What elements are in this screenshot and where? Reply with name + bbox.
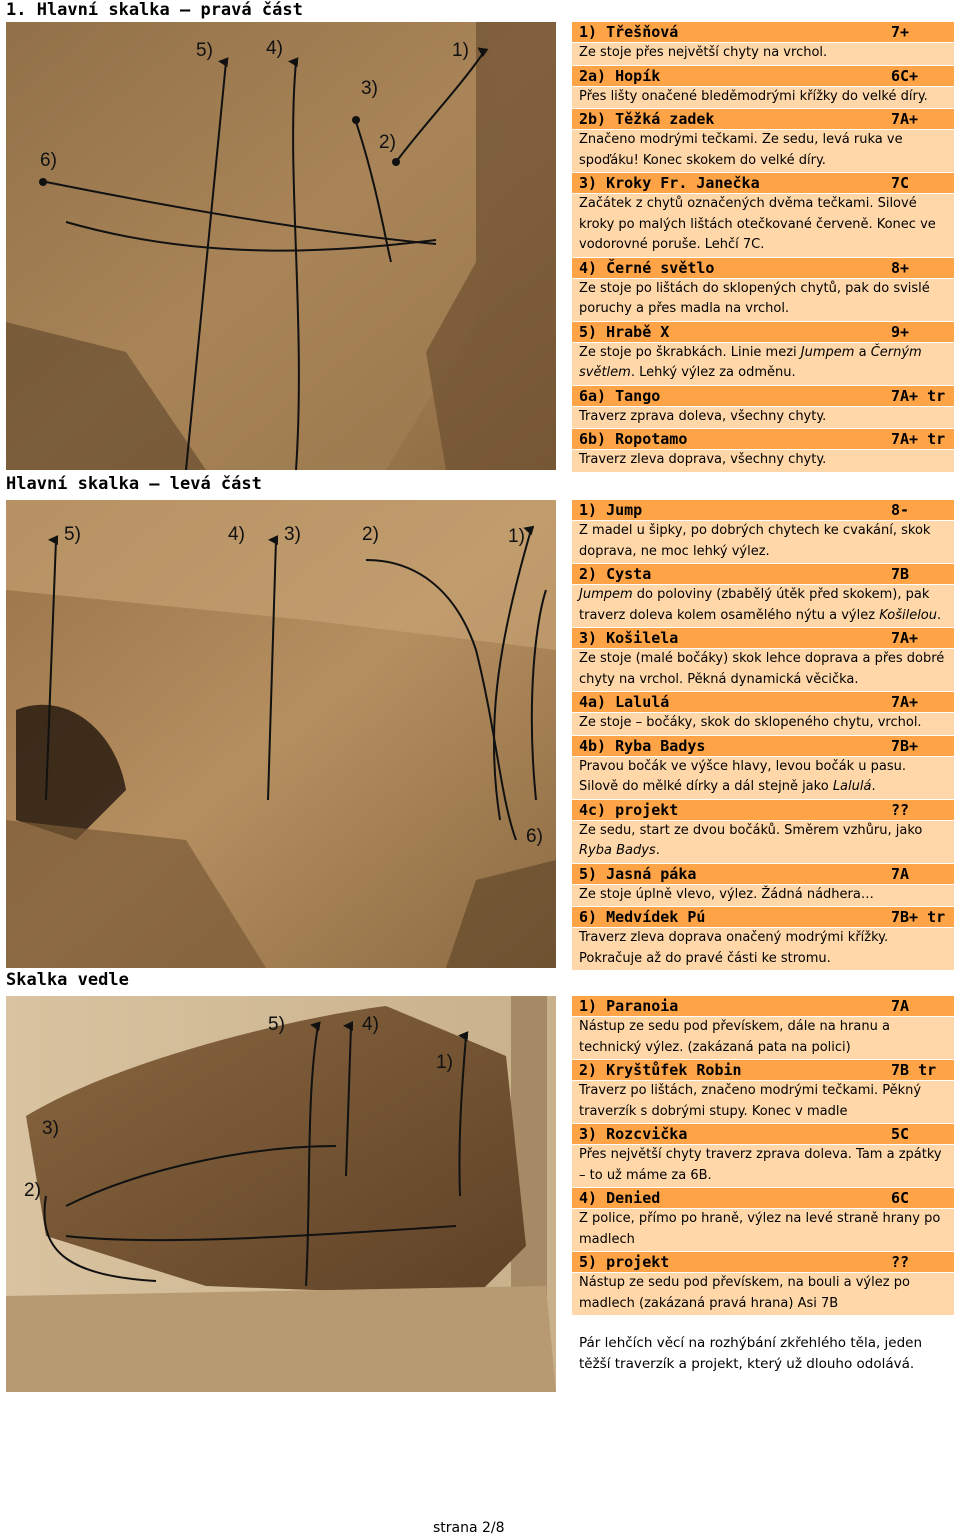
route-header: 2b) Těžká zadek 7A+ bbox=[572, 109, 954, 130]
route-header: 6a) Tango 7A+ tr bbox=[572, 386, 954, 407]
route-header: 4c) projekt ?? bbox=[572, 800, 954, 821]
section-title-side: Skalka vedle bbox=[6, 970, 129, 990]
route-description: Ze stoje (malé bočáky) skok lehce doprava a přes dobré chyty na vrchol. Pěkná dynamická věcička. bbox=[572, 649, 954, 692]
route-description: Začátek z chytů označených dvěma tečkami. Silové kroky po malých lištách otečkované červeně. Konec ve vodorovné poruše. Lehčí 7C. bbox=[572, 194, 954, 258]
route-header: 4a) Lalulá 7A+ bbox=[572, 692, 954, 713]
route-label-6: 6) bbox=[40, 150, 57, 171]
route-description: Pravou bočák ve výšce hlavy, levou bočák u pasu. Silově do mělké dírky a dál stejně jako Lalulá. bbox=[572, 757, 954, 800]
route-description: Jumpem do poloviny (zbabělý útěk před skokem), pak traverz doleva kolem osamělého nýtu a výlez Košilelou. bbox=[572, 585, 954, 628]
route-label-4: 4) bbox=[266, 38, 283, 59]
route-label-1: 1) bbox=[436, 1052, 453, 1073]
route-description: Ze stoje – bočáky, skok do sklopeného chytu, vrchol. bbox=[572, 713, 954, 736]
route-label-3: 3) bbox=[42, 1118, 59, 1139]
route-label-3: 3) bbox=[284, 524, 301, 545]
route-label-2: 2) bbox=[362, 524, 379, 545]
route-description: Z madel u šipky, po dobrých chytech ke cvakání, skok doprava, ne moc lehký výlez. bbox=[572, 521, 954, 564]
route-header: 6b) Ropotamo 7A+ tr bbox=[572, 429, 954, 450]
route-description: Značeno modrými tečkami. Ze sedu, levá ruka ve spoďáku! Konec skokem do velké díry. bbox=[572, 130, 954, 173]
section-title-right: 1. Hlavní skalka – pravá část bbox=[6, 0, 303, 20]
route-label-5: 5) bbox=[268, 1014, 285, 1035]
route-description: Přes lišty onačené bleděmodrými křížky do velké díry. bbox=[572, 87, 954, 110]
route-header: 5) Hrabě X 9+ bbox=[572, 322, 954, 343]
route-label-1: 1) bbox=[508, 526, 525, 547]
route-header: 2a) Hopík 6C+ bbox=[572, 66, 954, 87]
section-title-left: Hlavní skalka – levá část bbox=[6, 474, 262, 494]
route-label-1: 1) bbox=[452, 40, 469, 61]
route-description: Traverz zprava doleva, všechny chyty. bbox=[572, 407, 954, 430]
route-label-6: 6) bbox=[526, 826, 543, 847]
route-header: 5) Jasná páka 7A bbox=[572, 864, 954, 885]
route-description: Ze stoje úplně vlevo, výlez. Žádná nádhera… bbox=[572, 885, 954, 908]
route-header: 2) Cysta 7B bbox=[572, 564, 954, 585]
route-description: Traverz zleva doprava onačený modrými křížky. Pokračuje až do pravé části ke stromu. bbox=[572, 928, 954, 971]
route-description: Ze stoje po lištách do sklopených chytů, pak do svislé poruchy a přes madla na vrchol. bbox=[572, 279, 954, 322]
route-description: Ze sedu, start ze dvou bočáků. Směrem vzhůru, jako Ryba Badys. bbox=[572, 821, 954, 864]
route-header: 5) projekt ?? bbox=[572, 1252, 954, 1273]
route-header: 3) Rozcvička 5C bbox=[572, 1124, 954, 1145]
route-header: 1) Paranoia 7A bbox=[572, 996, 954, 1017]
boulder-photo-side bbox=[6, 996, 556, 1392]
route-description: Nástup ze sedu pod převískem, dále na hranu a technický výlez. (zakázaná pata na polici) bbox=[572, 1017, 954, 1060]
route-header: 4) Černé světlo 8+ bbox=[572, 258, 954, 279]
route-description: Z police, přímo po hraně, výlez na levé straně hrany po madlech bbox=[572, 1209, 954, 1252]
boulder-photo-right bbox=[6, 22, 556, 470]
route-description: Nástup ze sedu pod převískem, na bouli a výlez po madlech (zakázaná pravá hrana) Asi 7B bbox=[572, 1273, 954, 1316]
note-text: Pár lehčích věcí na rozhýbání zkřehlého těla, jeden těžší traverzík a projekt, který už dlouho odolává. bbox=[579, 1335, 923, 1372]
route-description: Ze stoje po škrabkách. Linie mezi Jumpem a Černým světlem. Lehký výlez za odměnu. bbox=[572, 343, 954, 386]
route-label-4: 4) bbox=[362, 1014, 379, 1035]
route-list-left bbox=[572, 500, 954, 971]
route-description: Ze stoje přes největší chyty na vrchol. bbox=[572, 43, 954, 66]
route-label-5: 5) bbox=[196, 40, 213, 61]
route-label-2: 2) bbox=[379, 132, 396, 153]
route-label-5: 5) bbox=[64, 524, 81, 545]
route-header: 4) Denied 6C bbox=[572, 1188, 954, 1209]
route-list-side bbox=[572, 996, 954, 1316]
route-description: Přes největší chyty traverz zprava doleva. Tam a zpátky – to už máme za 6B. bbox=[572, 1145, 954, 1188]
route-header: 1) Jump 8- bbox=[572, 500, 954, 521]
boulder-photo-left bbox=[6, 500, 556, 968]
route-header: 3) Košilela 7A+ bbox=[572, 628, 954, 649]
route-header: 6) Medvídek Pú 7B+ tr bbox=[572, 907, 954, 928]
route-description: Traverz zleva doprava, všechny chyty. bbox=[572, 450, 954, 473]
route-label-4: 4) bbox=[228, 524, 245, 545]
route-description: Traverz po lištách, značeno modrými tečkami. Pěkný traverzík s dobrými stupy. Konec v madle bbox=[572, 1081, 954, 1124]
route-header: 1) Třešňová 7+ bbox=[572, 22, 954, 43]
route-label-3: 3) bbox=[361, 78, 378, 99]
route-header: 3) Kroky Fr. Janečka 7C bbox=[572, 173, 954, 194]
route-label-2: 2) bbox=[24, 1180, 41, 1201]
route-header: 4b) Ryba Badys 7B+ bbox=[572, 736, 954, 757]
route-list-right bbox=[572, 22, 954, 473]
page-number: strana 2/8 bbox=[433, 1520, 505, 1536]
route-header: 2) Kryštůfek Robin 7B tr bbox=[572, 1060, 954, 1081]
